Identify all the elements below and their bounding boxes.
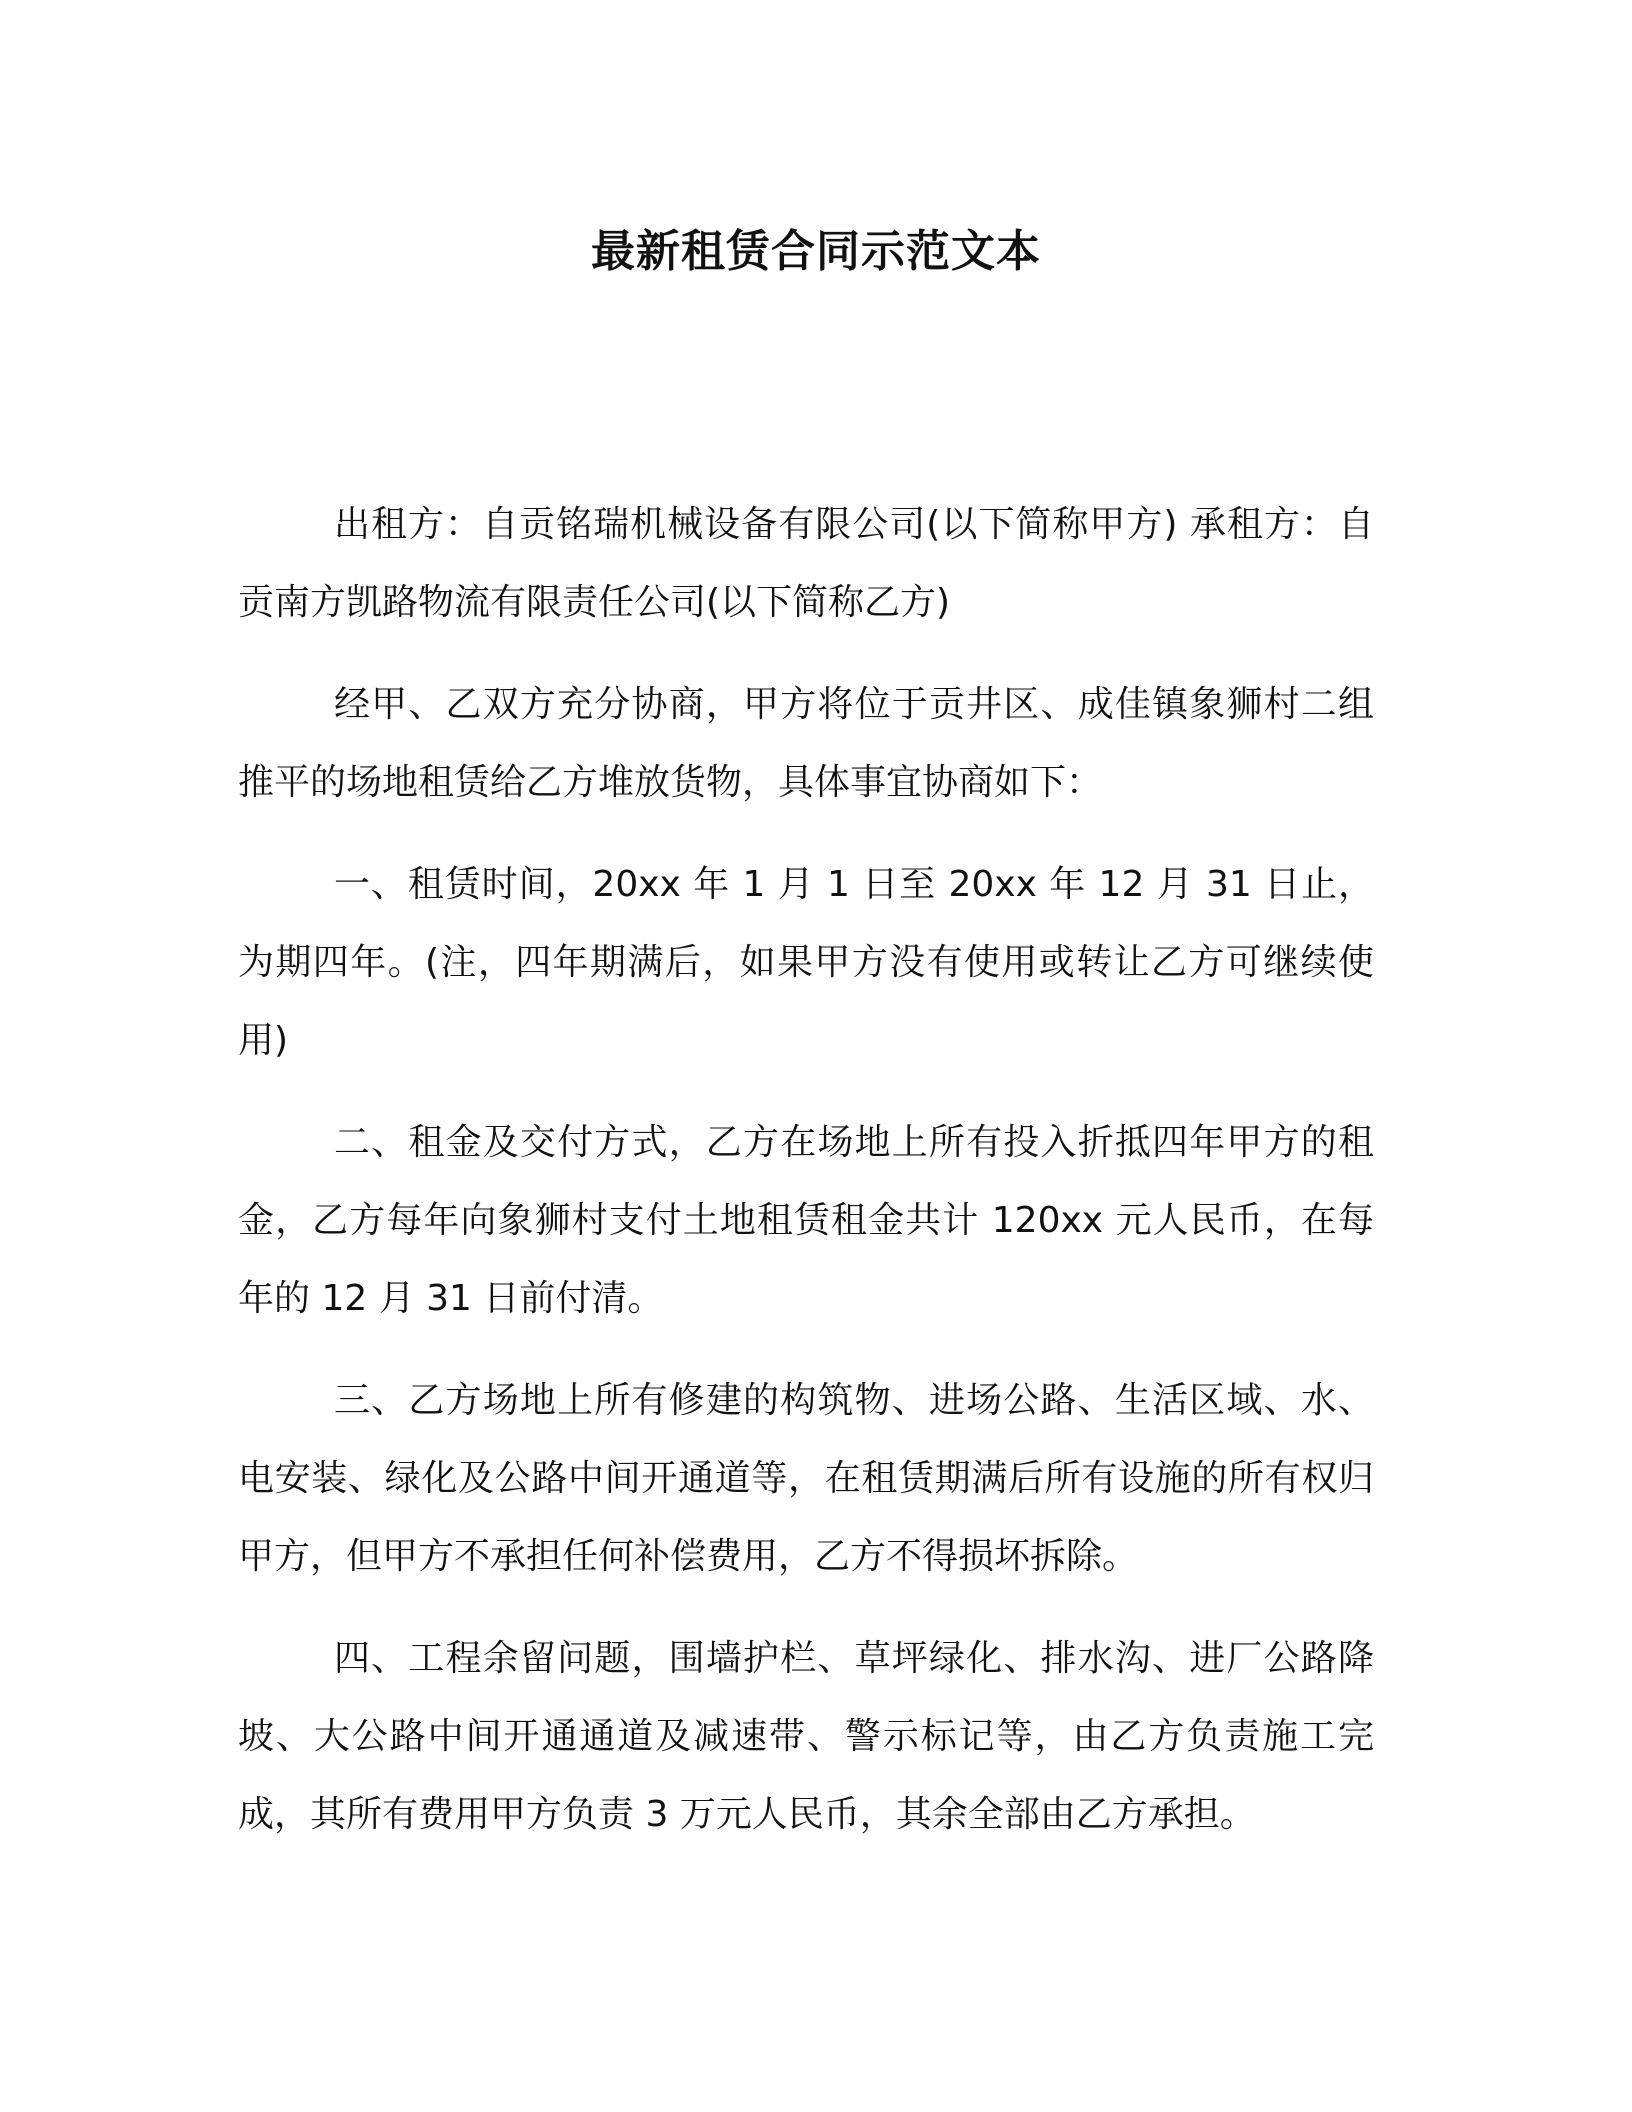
paragraph-intro: 经甲、乙双方充分协商，甲方将位于贡井区、成佳镇象狮村二组推平的场地租赁给乙方堆放货物，具体事宜协商如下： xyxy=(238,684,1374,803)
document-title: 最新租赁合同示范文本 xyxy=(591,226,1041,277)
paragraph-parties: 出租方：自贡铭瑞机械设备有限公司(以下简称甲方) 承租方：自贡南方凯路物流有限责任公司(以下简称乙方) xyxy=(238,504,1374,623)
paragraph-clause-2: 二、租金及交付方式，乙方在场地上所有投入折抵四年甲方的租金，乙方每年向象狮村支付土地租赁租金共计 120xx 元人民币，在每年的 12 月 31 日前付清。 xyxy=(238,1122,1374,1319)
paragraph-clause-1: 一、租赁时间，20xx 年 1 月 1 日至 20xx 年 12 月 31 日止，为期四年。(注，四年期满后，如果甲方没有使用或转让乙方可继续使用) xyxy=(238,864,1374,1061)
document-body xyxy=(238,486,1374,1878)
paragraph-clause-4: 四、工程余留问题，围墙护栏、草坪绿化、排水沟、进厂公路降坡、大公路中间开通通道及减速带、警示标记等，由乙方负责施工完成，其所有费用甲方负责 3 万元人民币，其余全部由乙方承担。 xyxy=(238,1638,1374,1835)
paragraph-clause-3: 三、乙方场地上所有修建的构筑物、进场公路、生活区域、水、电安装、绿化及公路中间开通道等，在租赁期满后所有设施的所有权归甲方，但甲方不承担任何补偿费用，乙方不得损坏拆除。 xyxy=(238,1380,1374,1577)
